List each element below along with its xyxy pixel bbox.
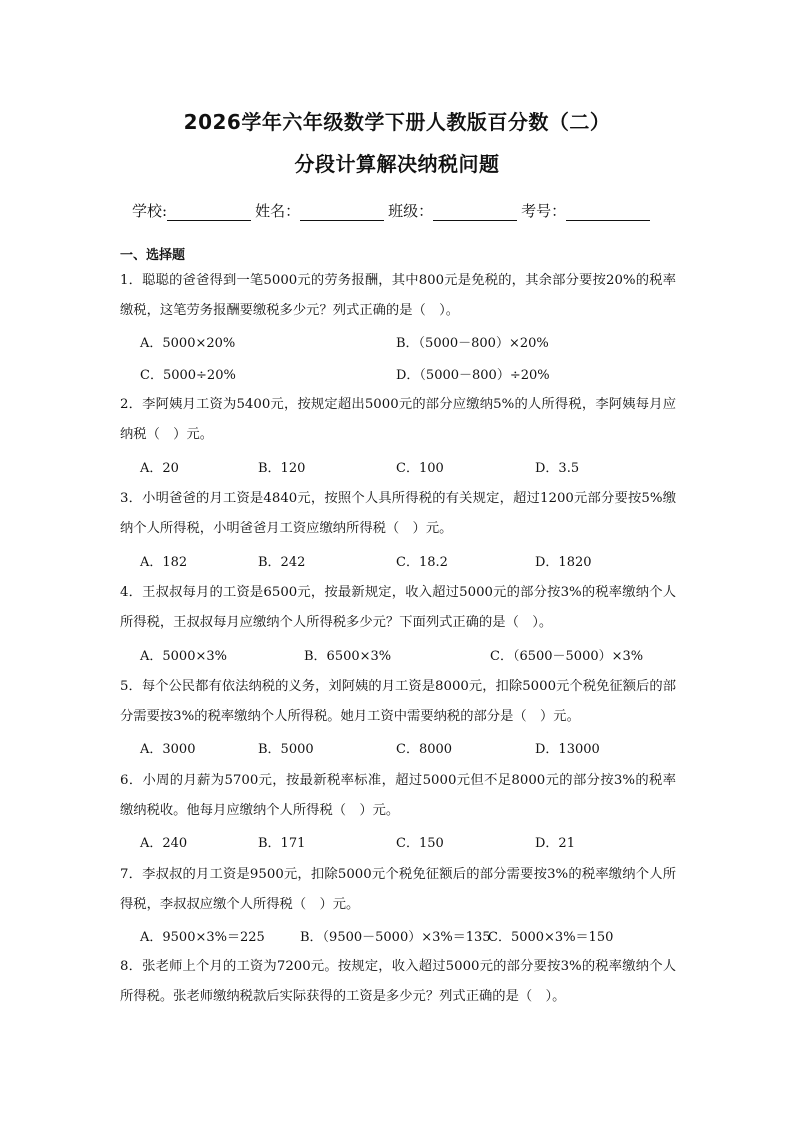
option-b[interactable]: B．242: [258, 555, 306, 570]
option-c[interactable]: C．5000÷20%: [140, 368, 236, 383]
page-title: 2026学年六年级数学下册人教版百分数（二）: [183, 110, 611, 134]
option-a[interactable]: A．20: [140, 461, 179, 476]
question-5: 5．每个公民都有依法纳税的义务，刘阿姨的月工资是8000元，扣除5000元个税免征额后的部分需要按3%的税率缴纳个人所得税。她月工资中需要纳税的部分是（ ）元。: [120, 679, 676, 724]
question-4: 4．王叔叔每月的工资是6500元，按最新规定，收入超过5000元的部分按3%的税率缴纳个人所得税，王叔叔每月应缴纳个人所得税多少元？下面列式正确的是（ ）。: [120, 585, 676, 630]
option-a[interactable]: A．5000×3%: [140, 649, 227, 664]
question-3-options: [140, 551, 680, 571]
option-a[interactable]: A．9500×3%＝225: [140, 930, 265, 945]
question-2-options: [140, 457, 680, 477]
question-1-options-row1: [140, 332, 680, 352]
name-label: 姓名：: [255, 202, 301, 220]
option-c[interactable]: C．100: [396, 461, 444, 476]
question-7-options: [140, 926, 680, 946]
option-d[interactable]: D．1820: [535, 555, 592, 570]
option-b[interactable]: B．120: [258, 461, 306, 476]
option-d[interactable]: D．21: [535, 836, 575, 851]
option-a[interactable]: A．182: [140, 555, 188, 570]
option-c[interactable]: C．5000×3%＝150: [488, 930, 614, 945]
question-7: 7．李叔叔的月工资是9500元，扣除5000元个税免征额后的部分需要按3%的税率缴纳个人所得税，李叔叔应缴个人所得税（ ）元。: [120, 867, 676, 912]
class-label: 班级：: [388, 202, 434, 220]
question-2: 2．李阿姨月工资为5400元，按规定超出5000元的部分应缴纳5%的人所得税，李阿姨每月应纳税（ ）元。: [120, 397, 676, 442]
exam-no-label: 考号：: [521, 202, 567, 220]
option-c[interactable]: C．8000: [396, 742, 453, 757]
question-6-options: [140, 832, 680, 852]
question-3: 3．小明爸爸的月工资是4840元，按照个人具所得税的有关规定，超过1200元部分要按5%缴纳个人所得税，小明爸爸月工资应缴纳所得税（ ）元。: [120, 491, 676, 536]
page-subtitle: 分段计算解决纳税问题: [294, 152, 500, 176]
section-heading: 一、选择题: [120, 248, 186, 263]
exam-no-blank[interactable]: [566, 204, 650, 221]
option-d[interactable]: D．13000: [535, 742, 600, 757]
option-b[interactable]: B．6500×3%: [304, 649, 392, 664]
option-b[interactable]: B．（9500－5000）×3%＝135: [300, 930, 491, 945]
option-b[interactable]: B．（5000－800）×20%: [396, 336, 549, 351]
question-5-options: [140, 738, 680, 758]
question-6: 6．小周的月薪为5700元，按最新税率标准，超过5000元但不足8000元的部分按3%的税率缴纳税收。他每月应缴纳个人所得税（ ）元。: [120, 773, 676, 818]
option-a[interactable]: A．5000×20%: [140, 336, 236, 351]
school-blank[interactable]: [167, 204, 251, 221]
student-info-row: [132, 200, 654, 221]
school-label: 学校:: [132, 202, 168, 220]
question-8: 8．张老师上个月的工资为7200元。按规定，收入超过5000元的部分要按3%的税率缴纳个人所得税。张老师缴纳税款后实际获得的工资是多少元？列式正确的是（ ）。: [120, 959, 676, 1004]
name-blank[interactable]: [300, 204, 384, 221]
option-a[interactable]: A．240: [140, 836, 188, 851]
class-blank[interactable]: [433, 204, 517, 221]
option-c[interactable]: C．150: [396, 836, 444, 851]
option-d[interactable]: D．3.5: [535, 461, 580, 476]
question-1: 1．聪聪的爸爸得到一笔5000元的劳务报酬，其中800元是免税的，其余部分要按20%的税率缴税，这笔劳务报酬要缴税多少元？列式正确的是（ ）。: [120, 273, 676, 318]
option-b[interactable]: B．171: [258, 836, 306, 851]
option-d[interactable]: D．（5000－800）÷20%: [396, 368, 550, 383]
option-c[interactable]: C．18.2: [396, 555, 448, 570]
question-4-options: [140, 645, 680, 665]
option-c[interactable]: C．（6500－5000）×3%: [490, 649, 644, 664]
question-1-options-row2: [140, 364, 680, 384]
option-b[interactable]: B．5000: [258, 742, 314, 757]
option-a[interactable]: A．3000: [140, 742, 196, 757]
